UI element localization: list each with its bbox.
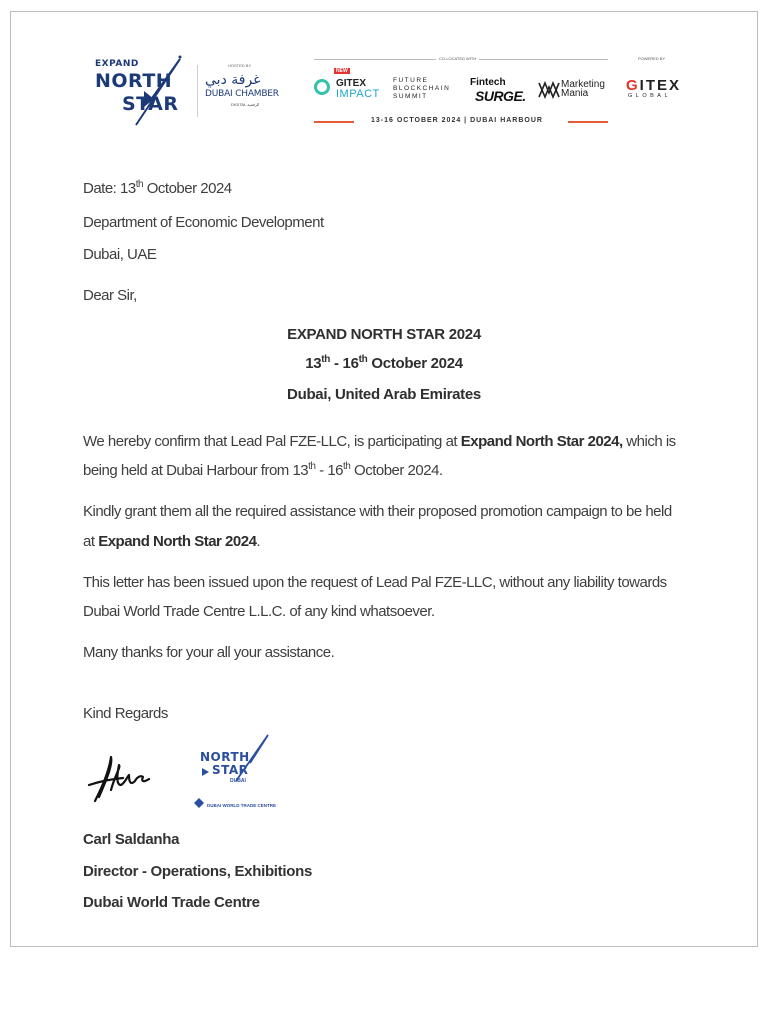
- gitex-rest: ITEX: [639, 77, 682, 94]
- future-blockchain-summit-logo: [393, 77, 450, 101]
- p1-text-e: October 2024.: [350, 462, 443, 479]
- star-word: STAR: [122, 93, 179, 115]
- north-word: NORTH: [95, 70, 173, 92]
- p2-text-c: .: [256, 533, 261, 550]
- date-bar-left-line: [314, 121, 354, 123]
- stamp-dwtc: DUBAI WORLD TRADE CENTRE: [207, 803, 276, 808]
- salutation: Dear Sir,: [83, 287, 137, 304]
- event-date-b-sup: th: [358, 354, 368, 365]
- date-suffix: October 2024: [143, 180, 232, 197]
- gitex-impact-ring-icon: [314, 79, 330, 95]
- fbs-line: FUTURE: [393, 77, 429, 84]
- paragraph-2-line2: [83, 527, 260, 556]
- mm-line: Mania: [561, 88, 589, 99]
- mm-line: Marketing: [561, 79, 605, 90]
- gitex-impact-logo-line1: GITEX: [336, 78, 367, 89]
- event-date-range: [0, 355, 768, 372]
- co-located-label: CO-LOCATED WITH: [436, 56, 479, 61]
- signer-name: Carl Saldanha: [83, 831, 180, 848]
- event-date-a-sup: th: [321, 354, 331, 365]
- paragraph-1-line1: [83, 427, 676, 456]
- fintech-surge-logo-line2: SURGE.: [475, 88, 526, 104]
- dubai-chamber-arabic: غرفة دبي: [205, 72, 261, 88]
- closing: Kind Regards: [83, 705, 168, 722]
- p1-text-c: being held at Dubai Harbour from 13: [83, 462, 309, 479]
- gitex-global-logo: [626, 77, 681, 94]
- event-title: EXPAND NORTH STAR 2024: [287, 326, 481, 343]
- date-prefix: Date: 13: [83, 180, 136, 197]
- date-bar-right-line: [568, 121, 608, 123]
- signature-image: [83, 745, 163, 815]
- logo-divider: [197, 65, 198, 117]
- p1-text-d: - 16: [315, 462, 344, 479]
- p1-text-a: We hereby confirm that Lead Pal FZE-LLC, is participating at: [83, 433, 461, 450]
- event-date-b: - 16: [330, 355, 359, 372]
- recipient-line1: Department of Economic Development: [83, 214, 324, 231]
- p2-text-b: at: [83, 533, 99, 550]
- letter-date: [83, 174, 232, 203]
- event-dates: 13-16 OCTOBER 2024 | DUBAI HARBOUR: [371, 117, 543, 124]
- p1-text-b: which is: [622, 433, 676, 450]
- new-badge: NEW: [336, 68, 348, 74]
- fintech-surge-logo-line1: Fintech: [470, 77, 506, 88]
- gitex-impact-logo-line2: IMPACT: [336, 88, 380, 100]
- paragraph-3-line2: Dubai World Trade Centre L.L.C. of any kind whatsoever.: [83, 603, 435, 620]
- paragraph-2-line1: Kindly grant them all the required assistance with their proposed promotion campaign to be held: [83, 503, 672, 520]
- signer-organization: Dubai World Trade Centre: [83, 894, 260, 911]
- powered-by-label: POWERED BY: [638, 56, 666, 61]
- fbs-line: BLOCKCHAIN: [393, 85, 451, 92]
- event-date-c: October 2024: [367, 355, 463, 372]
- p1-sup2: th: [343, 461, 351, 472]
- gitex-global-sub: GLOBAL: [628, 93, 672, 99]
- signer-title: Director - Operations, Exhibitions: [83, 863, 313, 880]
- stamp-north: NORTH: [200, 750, 250, 764]
- stamp-star: STAR: [212, 763, 249, 777]
- marketing-mania-logo: [561, 80, 605, 98]
- p2-bold: Expand North Star 2024: [98, 533, 257, 550]
- expand-north-star-logo: [84, 53, 194, 131]
- fbs-line: SUMMIT: [393, 93, 428, 100]
- gitex-g-letter: G: [626, 77, 640, 94]
- marketing-mania-icon: [538, 81, 560, 99]
- paragraph-1-line2: [83, 456, 443, 485]
- date-sup: th: [135, 179, 144, 190]
- hosted-by-label: HOSTED BY: [228, 63, 252, 68]
- dubai-chamber-sub: DIGITAL الرقمية: [231, 102, 260, 107]
- dubai-chamber-logo: DUBAI CHAMBER: [205, 89, 279, 99]
- event-location: Dubai, United Arab Emirates: [287, 386, 481, 403]
- p1-sup1: th: [308, 461, 316, 472]
- paragraph-4: Many thanks for your all your assistance.: [83, 644, 335, 661]
- north-star-stamp: [188, 731, 274, 817]
- event-date-a: 13: [305, 355, 322, 372]
- paragraph-3-line1: This letter has been issued upon the request of Lead Pal FZE-LLC, without any liability towards: [83, 574, 667, 591]
- p1-bold: Expand North Star 2024,: [460, 433, 623, 450]
- expand-word: EXPAND: [95, 59, 139, 69]
- stamp-dubai: DUBAI: [230, 778, 246, 784]
- recipient-line2: Dubai, UAE: [83, 246, 157, 263]
